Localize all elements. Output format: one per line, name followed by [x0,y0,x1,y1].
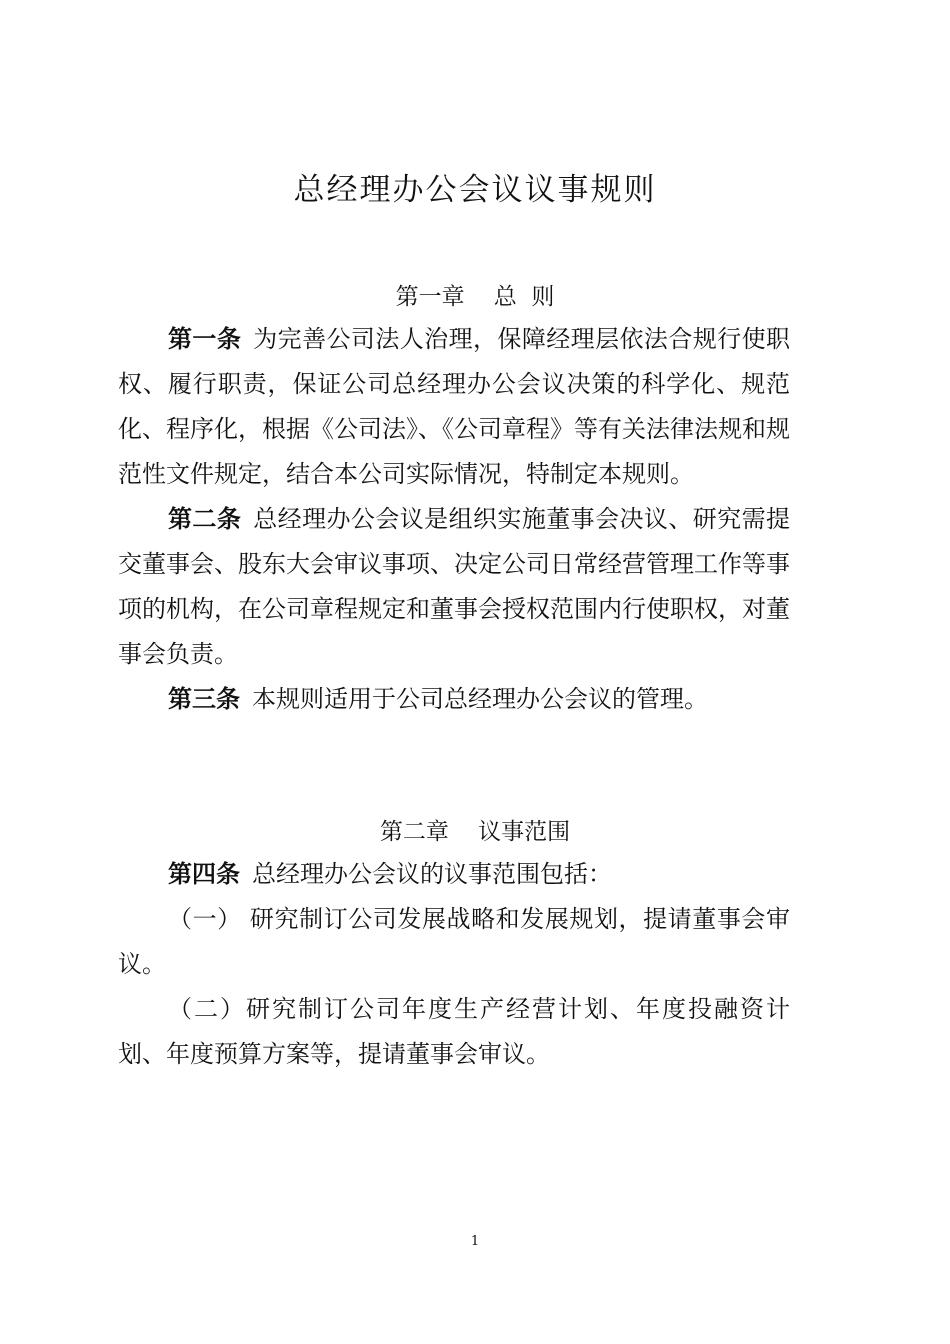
chapter-body-general [118,317,790,722]
article-label: 第四条 [168,860,240,888]
article-label: 第二条 [168,505,242,533]
article-text: 总经理办公会议是组织实施董事会决议、研究需提交董事会、股东大会审议事项、决定公司日常经营管理工作等事项的机构，在公司章程规定和董事会授权范围内行使职权，对董事会负责。 [118,505,790,668]
page-number: 1 [470,1234,480,1249]
chapter-heading-general: 第一章 总 则 [395,284,555,310]
chapter-body-scope [118,852,790,1077]
article-text: 为完善公司法人治理，保障经理层依法合规行使职权、履行职责，保证公司总经理办公会议决策的科学化、规范化、程序化，根据《公司法》、《公司章程》等有关法律法规和规范性文件规定，结合本公司实际情况，特制定本规则。 [118,325,790,488]
article-paragraph [118,852,790,897]
article-label: 第三条 [168,685,240,713]
chapter-heading-scope: 第二章 议事范围 [379,819,571,845]
article-text: 总经理办公会议的议事范围包括： [252,860,612,888]
article-label: 第一条 [168,325,242,353]
list-item: （二）研究制订公司年度生产经营计划、年度投融资计划、年度预算方案等，提请董事会审议。 [118,995,790,1068]
article-paragraph [118,497,790,677]
list-item: （一） 研究制订公司发展战略和发展规划，提请董事会审议。 [118,905,790,978]
article-paragraph [118,317,790,497]
article-paragraph [118,677,790,722]
document-title: 总经理办公会议议事规则 [293,172,657,208]
article-text: 本规则适用于公司总经理办公会议的管理。 [252,685,708,713]
